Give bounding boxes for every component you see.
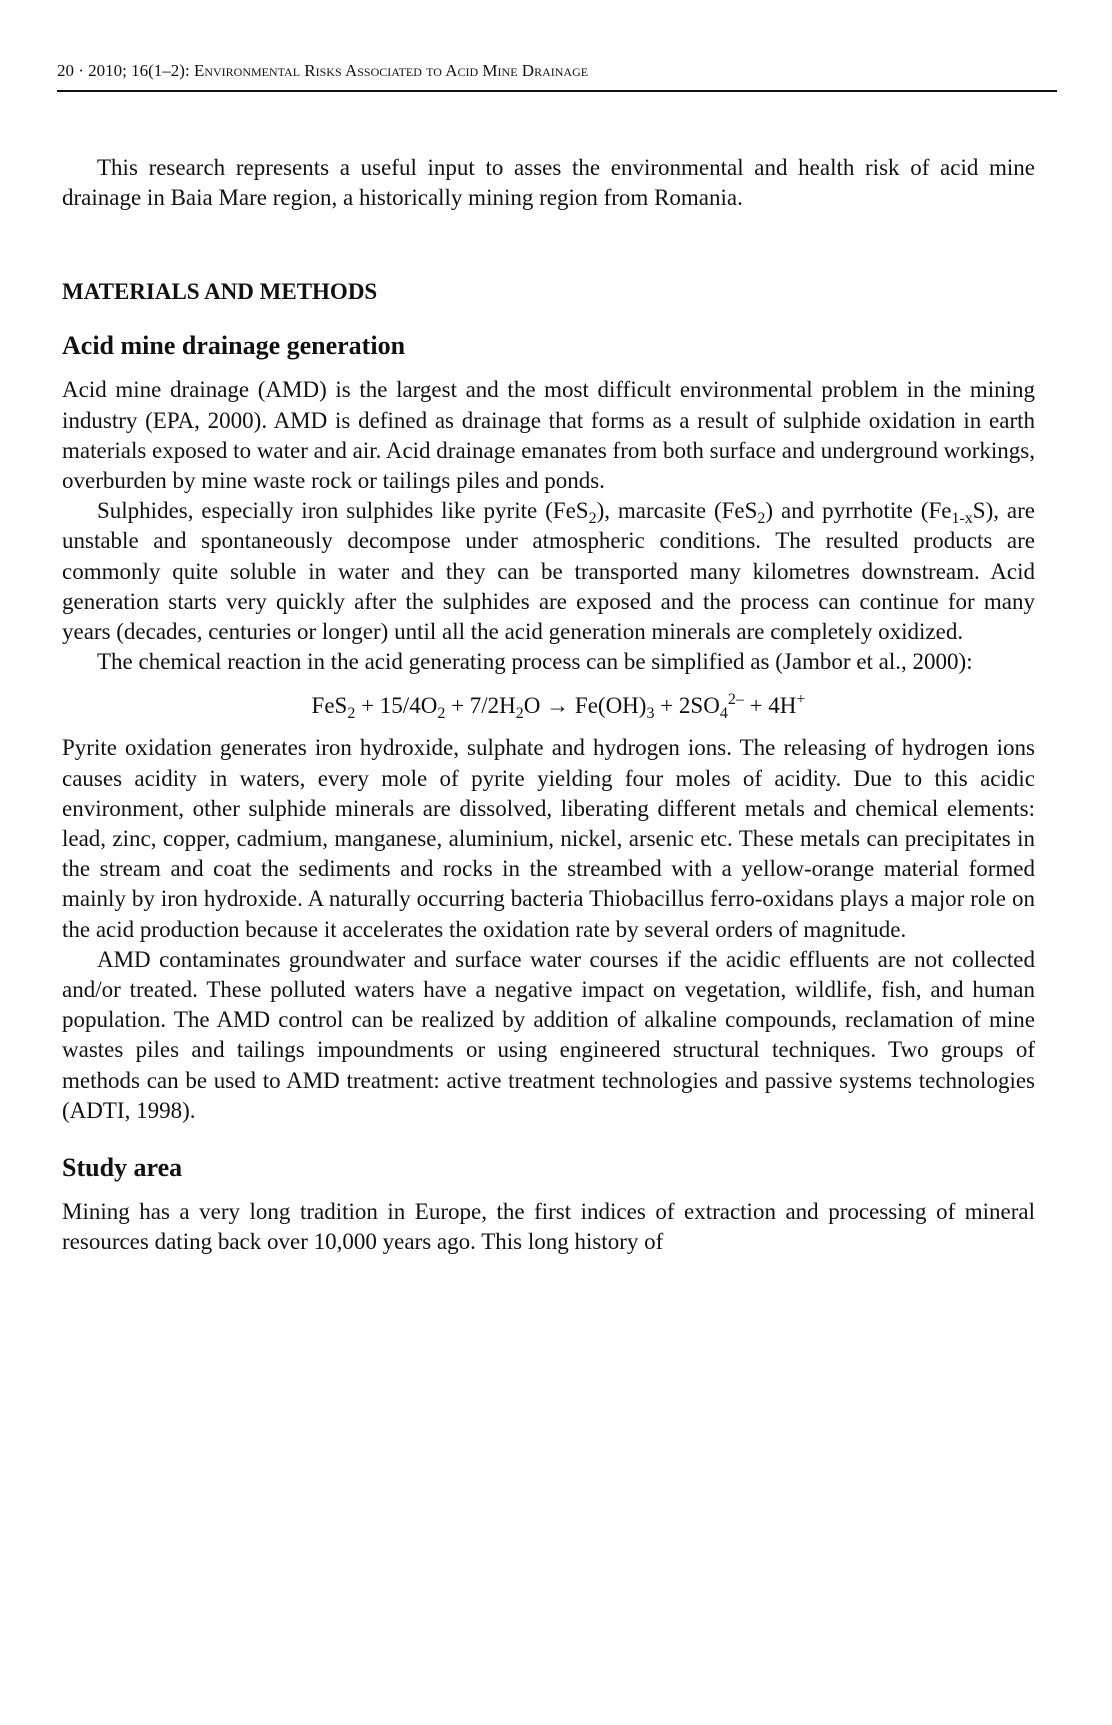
- study-area-paragraph-1: Mining has a very long tradition in Europe, the first indices of extraction and processing of mineral resources dating back over 10,000 years ago. This long history of: [62, 1199, 1035, 1255]
- amd-paragraph-1: Acid mine drainage (AMD) is the largest and the most difficult environmental problem in the mining industry (EPA, 2000). AMD is defined as drainage that forms as a result of sulphide oxidation in earth materials exposed to water and air. Acid drainage emanates from both surface and underground workings, overburden by mine waste rock or tailings piles and ponds.: [62, 377, 1035, 494]
- header-separator: ·: [74, 61, 89, 80]
- chemical-equation: $FeS_2 + 15/4O_2 + 7/2H_2O \to Fe(OH)_3 + 2SO_4^{2-} + 4H^+$: [311, 691, 806, 723]
- subsection-heading-study-area: Study area: [62, 1153, 183, 1183]
- intro-paragraph: This research represents a useful input to asses the environmental and health risk of acid mine drainage in Baia Mare region, a historically mining region from Romania.: [62, 155, 1035, 211]
- running-header: [57, 60, 1057, 82]
- running-title: Environmental Risks Associated to Acid Mine Drainage: [193, 61, 589, 80]
- journal-citation: 2010; 16(1–2):: [88, 61, 194, 80]
- header-rule: [57, 90, 1057, 92]
- subsection-heading-amd-generation: Acid mine drainage generation: [62, 331, 406, 361]
- page-body: [62, 153, 1035, 1257]
- amd-paragraph-5: AMD contaminates groundwater and surface water courses if the acidic effluents are not collected and/or treated. These polluted waters have a negative impact on vegetation, wildlife, fish, and human population. The AMD control can be realized by addition of alkaline compounds, reclamation of mine wastes piles and tailings impoundments or using engineered structural techniques. Two groups of methods can be used to AMD treatment: active treatment technologies and passive systems technologies (ADTI, 1998).: [62, 946, 1035, 1123]
- amd-paragraph-4: Pyrite oxidation generates iron hydroxide, sulphate and hydrogen ions. The releasing of hydrogen ions causes acidity in waters, every mole of pyrite yielding four moles of acidity. Due to this acidic environment, other sulphide minerals are dissolved, liberating different metals and chemical elements: lead, zinc, copper, cadmium, manganese, aluminium, nickel, arsenic etc. These metals can precipitates in the stream and coat the sediments and rocks in the streambed with a yellow-orange material formed mainly by iron hydroxide. A naturally occurring bacteria Thiobacillus ferro-oxidans plays a major role on the acid production because it accelerates the oxidation rate by several orders of magnitude.: [62, 735, 1035, 942]
- page-number: 20: [57, 61, 74, 80]
- amd-paragraph-2: Sulphides, especially iron sulphides like pyrite (FeS$_2$), marcasite (FeS$_2$) and pyrrhotite $(Fe_{1-x}S)$, are unstable and spontaneously decompose under atmospheric conditions. The resulted products are commonly quite soluble in water and they can be transported many kilometres downstream. Acid generation starts very quickly after the sulphides are exposed and the process can continue for many years (decades, centuries or longer) until all the acid generation minerals are completely oxidized.: [62, 498, 1035, 645]
- amd-paragraph-3: The chemical reaction in the acid generating process can be simplified as (Jambor et al., 2000):: [97, 649, 973, 675]
- section-heading-materials-methods: MATERIALS AND METHODS: [62, 279, 378, 305]
